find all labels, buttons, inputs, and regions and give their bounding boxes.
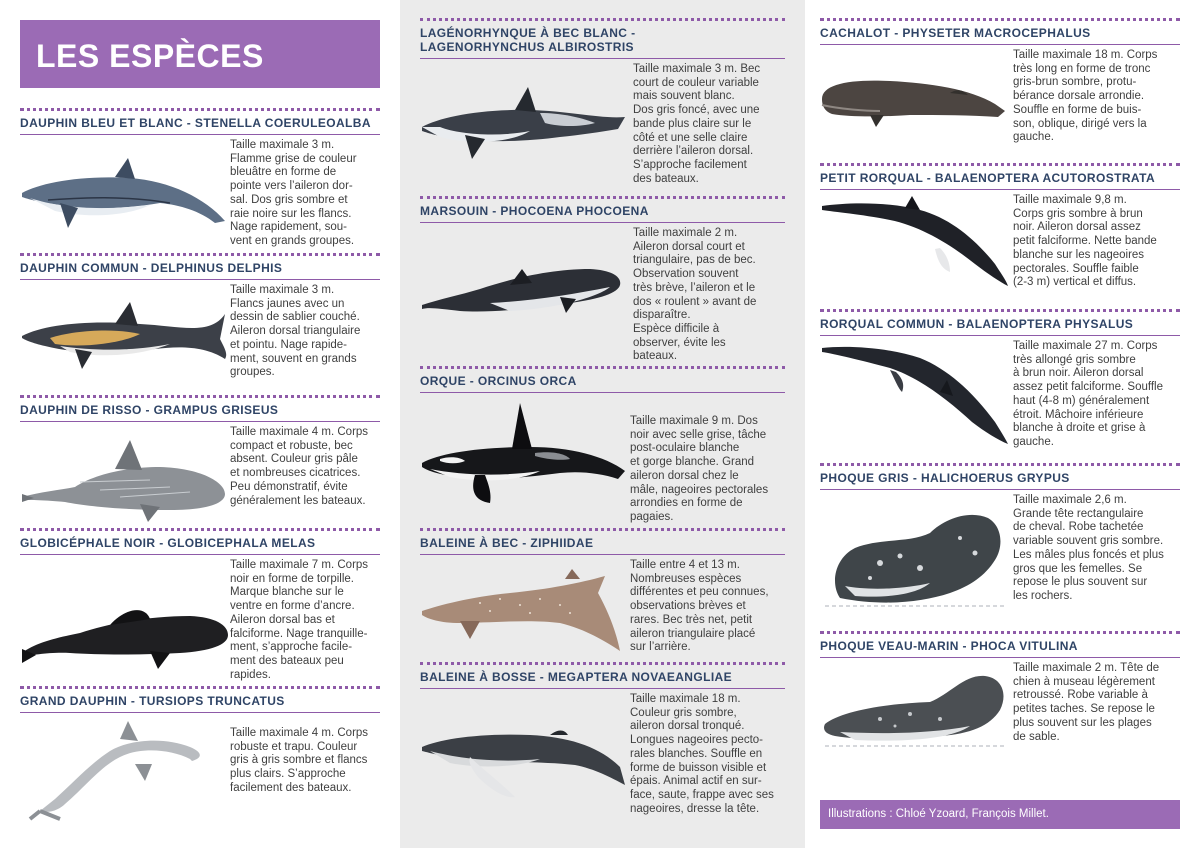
species-heading: PHOQUE GRIS - HALICHOERUS GRYPUS bbox=[820, 463, 1180, 490]
species-description: Taille maximale 3 m. Bec court de couleur variable mais souvent blanc. Dos gris foncé, avec une bande plus claire sur le côté et une selle claire derrière l’aileron dorsal. S’approche facilement des bateaux. bbox=[633, 63, 761, 185]
species-entry bbox=[20, 686, 380, 816]
species-entry bbox=[20, 528, 380, 686]
species-description: Taille maximale 2 m. Tête de chien à museau légèrement retroussé. Robe variable à petites taches. Se repose le plus souvent sur les plages de sable. bbox=[1013, 662, 1160, 743]
common-dolphin-illustration bbox=[20, 280, 230, 398]
sperm-whale-illustration bbox=[820, 45, 1013, 165]
species-heading: MARSOUIN - PHOCOENA PHOCOENA bbox=[420, 196, 785, 223]
species-description: Taille maximale 9,8 m. Corps gris sombre à brun noir. Aileron dorsal assez petit falciforme. Nette bande blanche sur les nageoires pectorales. Souffle faible (2-3 m) vertical et diffus. bbox=[1013, 194, 1157, 289]
species-entry bbox=[20, 108, 380, 253]
species-entry bbox=[420, 366, 785, 528]
species-heading: ORQUE - ORCINUS ORCA bbox=[420, 366, 785, 393]
species-entry bbox=[20, 395, 380, 528]
species-entry bbox=[420, 196, 785, 366]
species-heading: LAGÉNORHYNQUE À BEC BLANC - LAGENORHYNCHUS ALBIROSTRIS bbox=[420, 18, 785, 59]
species-entry bbox=[820, 18, 1180, 163]
species-entry bbox=[420, 18, 785, 196]
illustration-credit: Illustrations : Chloé Yzoard, François Millet. bbox=[820, 800, 1180, 829]
species-description: Taille maximale 4 m. Corps compact et robuste, bec absent. Couleur gris pâle et nombreuses cicatrices. Peu démonstratif, évite généralement les bateaux. bbox=[230, 426, 369, 507]
species-description: Taille maximale 3 m. Flamme grise de couleur bleuâtre en forme de pointe vers l’aileron dor- sal. Dos gris sombre et raie noire sur les flancs. Nage rapidement, sou- vent en grands groupes. bbox=[230, 139, 357, 247]
grey-seal-illustration bbox=[820, 490, 1013, 630]
white-beaked-dolphin-illustration bbox=[420, 59, 633, 199]
species-entry bbox=[820, 163, 1180, 309]
species-entry bbox=[820, 463, 1180, 631]
species-entry bbox=[820, 309, 1180, 463]
species-entry bbox=[420, 662, 785, 832]
species-entry bbox=[420, 528, 785, 662]
species-description: Taille maximale 4 m. Corps robuste et trapu. Couleur gris à gris sombre et flancs plus clairs. S’approche facilement des bateaux. bbox=[230, 727, 369, 794]
species-heading: BALEINE À BEC - ZIPHIIDAE bbox=[420, 528, 785, 555]
fin-whale-illustration bbox=[820, 336, 1013, 464]
species-heading: BALEINE À BOSSE - MEGAPTERA NOVAEANGLIAE bbox=[420, 662, 785, 689]
column-right bbox=[805, 0, 1200, 848]
species-entry bbox=[820, 631, 1180, 771]
species-description: Taille maximale 3 m. Flancs jaunes avec un dessin de sablier couché. Aileron dorsal triangulaire et pointu. Nage rapide- ment, souvent en grands groupes. bbox=[230, 284, 361, 379]
species-description: Taille maximale 18 m. Corps très long en forme de tronc gris-brun sombre, protu- bérance dorsale arrondie. Souffle en forme de buis- son, oblique, dirigé vers la gauche. bbox=[1013, 49, 1158, 144]
species-heading: GRAND DAUPHIN - TURSIOPS TRUNCATUS bbox=[20, 686, 380, 713]
species-description: Taille maximale 2 m. Aileron dorsal court et triangulaire, pas de bec. Observation souvent très brève, l’aileron et le dos « roulent » avant de disparaître. Espèce difficile à observer, évite les bateaux. bbox=[633, 227, 757, 363]
species-description: Taille entre 4 et 13 m. Nombreuses espèces différentes et peu connues, observations brèves et rares. Bec très net, petit aileron triangulaire placé sur l’arrière. bbox=[630, 559, 769, 654]
species-heading: DAUPHIN COMMUN - DELPHINUS DELPHIS bbox=[20, 253, 380, 280]
pilot-whale-illustration bbox=[20, 555, 230, 687]
species-description: Taille maximale 2,6 m. Grande tête rectangulaire de cheval. Robe tachetée variable souvent gris sombre. Les mâles plus foncés et plus gros que les femelles. Se repose le plus souvent sur les rochers. bbox=[1013, 494, 1164, 602]
beaked-whale-illustration bbox=[420, 555, 630, 665]
minke-whale-illustration bbox=[820, 190, 1013, 310]
column-left bbox=[0, 0, 400, 848]
species-heading: PHOQUE VEAU-MARIN - PHOCA VITULINA bbox=[820, 631, 1180, 658]
species-heading: RORQUAL COMMUN - BALAENOPTERA PHYSALUS bbox=[820, 309, 1180, 336]
humpback-whale-illustration bbox=[420, 689, 630, 819]
species-description: Taille maximale 18 m. Couleur gris sombre, aileron dorsal tronqué. Longues nageoires pecto- rales blanches. Souffle en forme de buisson visible et épais. Animal actif en sur- face, saute, frappe avec ses nageoires, dresse la tête. bbox=[630, 693, 774, 815]
bottlenose-dolphin-illustration bbox=[20, 713, 230, 823]
species-heading: CACHALOT - PHYSETER MACROCEPHALUS bbox=[820, 18, 1180, 45]
species-description: Taille maximale 27 m. Corps très allongé gris sombre à brun noir. Aileron dorsal assez petit falciforme. Souffle haut (4-8 m) généralement étroit. Mâchoire inférieure blanche à droite et grise à gauche. bbox=[1013, 340, 1163, 448]
species-description: Taille maximale 7 m. Corps noir en forme de torpille. Marque blanche sur le ventre en forme d’ancre. Aileron dorsal bas et falciforme. Nage tranquille- ment, s’approche facile- ment des bateaux peu rapides. bbox=[230, 559, 369, 681]
page-title: LES ESPÈCES bbox=[20, 20, 380, 88]
species-heading: GLOBICÉPHALE NOIR - GLOBICEPHALA MELAS bbox=[20, 528, 380, 555]
harbour-seal-illustration bbox=[820, 658, 1013, 768]
orca-illustration bbox=[420, 393, 630, 533]
risso-dolphin-illustration bbox=[20, 422, 230, 530]
species-heading: PETIT RORQUAL - BALAENOPTERA ACUTOROSTRATA bbox=[820, 163, 1180, 190]
species-heading: DAUPHIN DE RISSO - GRAMPUS GRISEUS bbox=[20, 395, 380, 422]
species-description: Taille maximale 9 m. Dos noir avec selle grise, tâche post-oculaire blanche et gorge blanche. Grand aileron dorsal chez le mâle, nageoires pectorales arrondies en forme de pagaies. bbox=[630, 415, 769, 523]
species-entry bbox=[20, 253, 380, 395]
species-heading: DAUPHIN BLEU ET BLANC - STENELLA COERULEOALBA bbox=[20, 108, 380, 135]
striped-dolphin-illustration bbox=[20, 135, 230, 255]
column-middle bbox=[400, 0, 805, 848]
porpoise-illustration bbox=[420, 223, 633, 363]
